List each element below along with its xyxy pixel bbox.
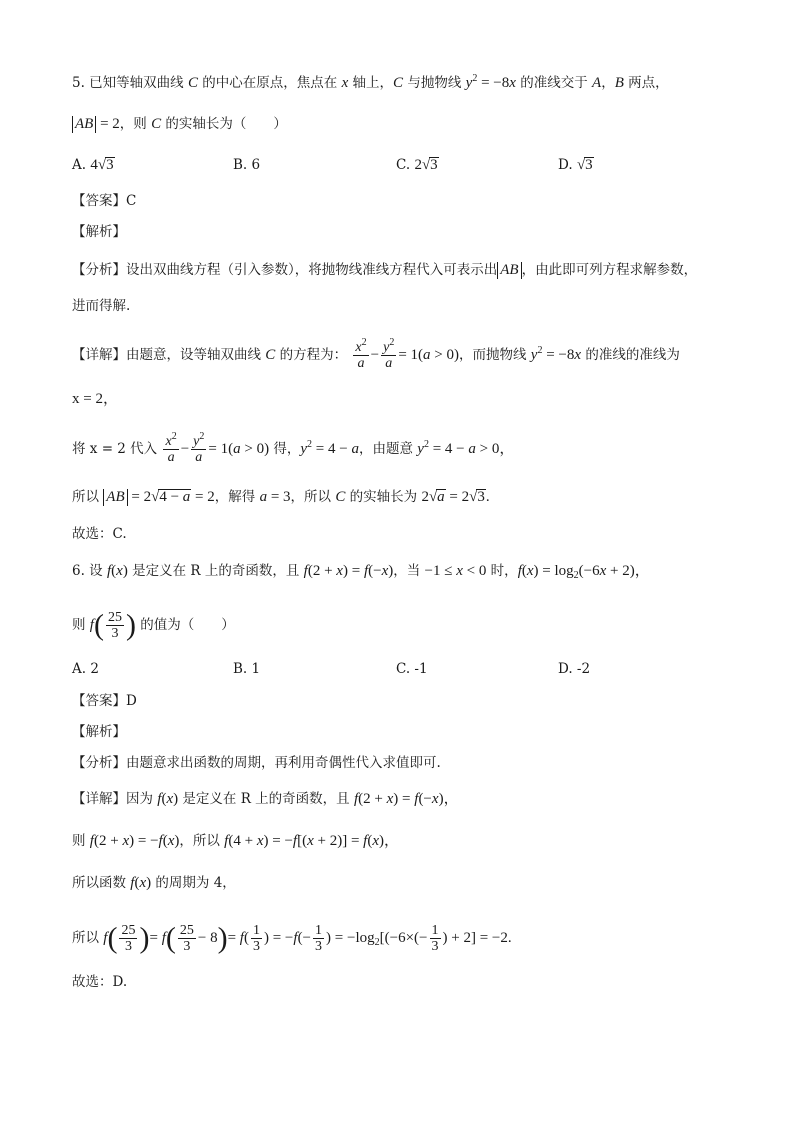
q6-xiangjie-line2: 则 f(2 + x) = −f(x)，所以 f(4 + x) = −f[(x + 2)] = f(x)， xyxy=(72,833,400,849)
q5-option-d: D. √3 xyxy=(558,157,593,173)
q6-fenxi: 【分析】由题意求出函数的周期，再利用奇偶性代入求值即可. xyxy=(72,755,441,771)
q6-option-a: A. 2 xyxy=(72,661,99,677)
q5-fenxi-line1: 【分析】设出双曲线方程（引入参数），将抛物线准线方程代入可表示出 AB ，由此即可列方程求解参数， xyxy=(72,262,698,278)
q6-xiangjie-line3: 所以函数 f(x) 的周期为 4， xyxy=(72,875,236,891)
q5-xiangjie-line1: 【详解】由题意，设等轴双曲线 C 的方程为： $\frac{x^2}{a}$ − $\frac{y^2}{a}$ = 1(a > 0)，而抛物线 $y^2 = -8x$ 的准线的准线为 xyxy=(72,337,680,371)
q6-xiangjie-line4: 所以 f( $\frac{25}{3}$ )= f( $\frac{25}{3}$ − 8)= f( $\frac{1}{3}$ ) = −f(− $\frac{1}{3}$ ) = $-\log_2[(-6\times(-$ $\frac{1}{3}$ ) + 2] = −2. xyxy=(72,921,512,955)
q6-option-b: B. 1 xyxy=(233,661,261,677)
q5-option-c: C. 2√3 xyxy=(396,157,438,173)
q5-xiangjie-conclusion: 故选：C. xyxy=(72,526,127,542)
q6-stem-line1: 6. 设 f(x) 是定义在 R 上的奇函数，且 f(2 + x) = f(−x)，当 −1 ≤ x < 0 时，$f(x) = \log_2(-6x + 2)$， xyxy=(72,563,650,581)
q6-stem-line2: 则 f( $\frac{25}{3}$ ) 的值为（ ） xyxy=(72,608,235,642)
q5-xiangjie-line3: 将 x = 2 代入 $\frac{x^2}{a}$ − $\frac{y^2}{a}$ = 1(a > 0) 得，$y^2 = 4 - a$，由题意 $y^2 = 4 - a > 0$， xyxy=(72,431,515,465)
q6-jiexi-label: 【解析】 xyxy=(72,724,126,740)
q6-option-c: C. -1 xyxy=(396,661,428,677)
q6-xiangjie-line1: 【详解】因为 f(x) 是定义在 R 上的奇函数，且 f(2 + x) = f(−x)， xyxy=(72,791,459,807)
q5-answer: 【答案】C xyxy=(72,193,137,209)
q5-xiangjie-line2: x = 2， xyxy=(72,391,118,407)
q5-stem-line2: AB = 2，则 C 的实轴长为（ ） xyxy=(72,114,287,134)
q6-option-d: D. -2 xyxy=(558,661,591,677)
q5-option-a: A. 4√3 xyxy=(72,157,114,173)
q5-xiangjie-line4: 所以 AB = 2√4 − a = 2，解得 a = 3，所以 C 的实轴长为 2√a = 2√3. xyxy=(72,489,490,505)
q5-stem-line1: 5. 已知等轴双曲线 C 的中心在原点，焦点在 x 轴上，C 与抛物线 $y^2 = -8x$ 的准线交于 A，B 两点， xyxy=(72,73,669,91)
q5-jiexi-label: 【解析】 xyxy=(72,224,126,240)
q6-xiangjie-conclusion: 故选：D. xyxy=(72,974,128,990)
q5-option-b: B. 6 xyxy=(233,157,261,173)
q5-fenxi-line2: 进而得解. xyxy=(72,298,131,314)
q6-answer: 【答案】D xyxy=(72,693,137,709)
